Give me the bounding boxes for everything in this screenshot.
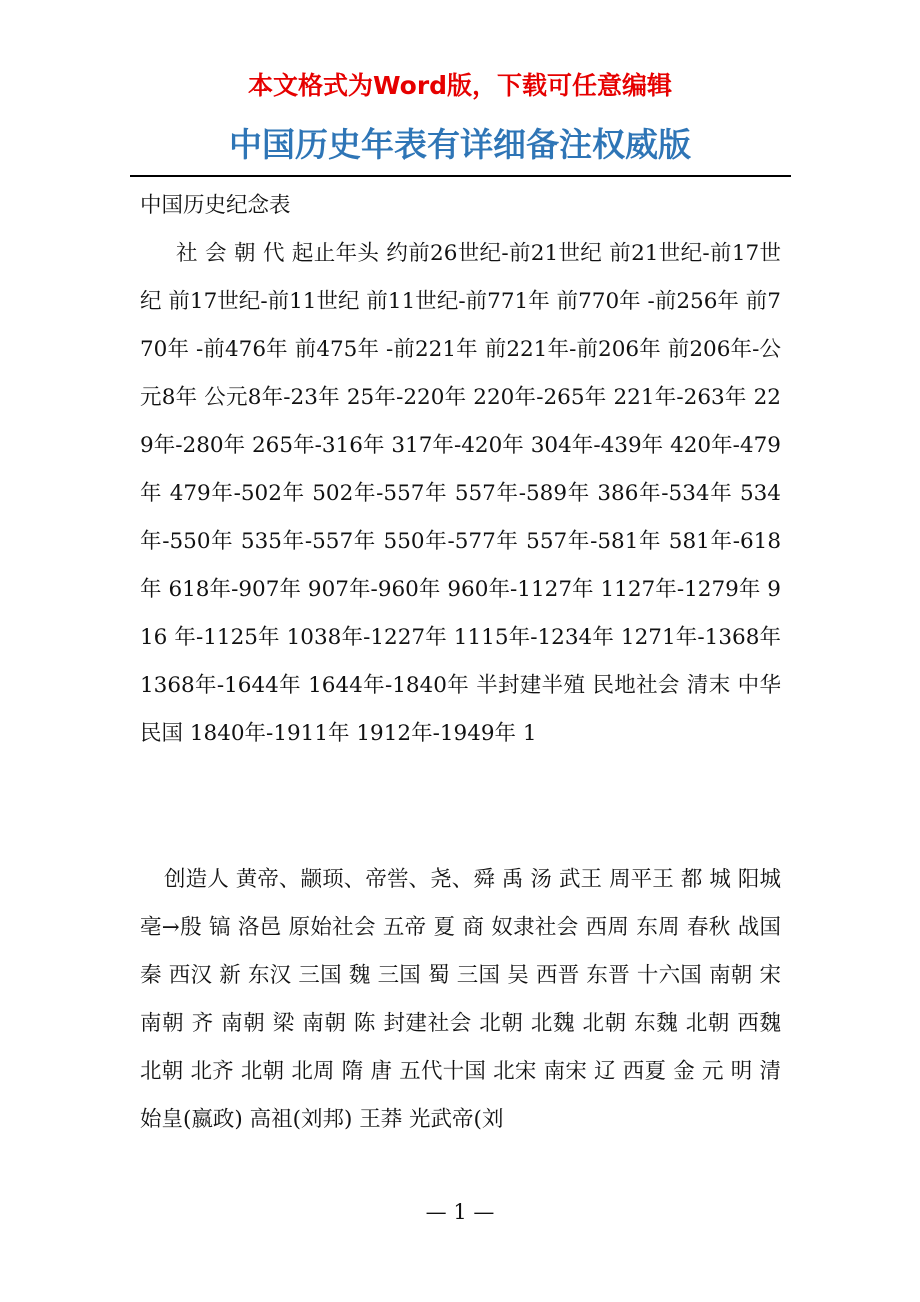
title-divider <box>130 175 791 177</box>
document-title: 中国历史年表有详细备注权威版 <box>229 125 691 164</box>
promo-banner: 本文格式为Word版，下载可任意编辑 <box>247 71 673 100</box>
body-paragraph-dates: 社 会 朝 代 起止年头 约前26世纪-前21世纪 前21世纪-前17世纪 前17世纪-前11世纪 前11世纪-前771年 前770年 -前256年 前770年 -前476年 前475年 -前221年 前221年-前206年 前206年-公元8年 公元8年-23年 25年-220年 220年-265年 221年-263年 229年-280年 265年-316年 317年-420年 304年-439年 420年-479年 479年-502年 502年-557年 557年-589年 386年-534年 534年-550年 535年-557年 550年-577年 557年-581年 581年-618年 618年-907年 907年-960年 960年-1127年 1127年-1279年 916 年-1125年 1038年-1227年 1115年-1234年 1271年-1368年 1368年-1644年 1644年-1840年 半封建半殖 民地社会 清末 中华民国 1840年-1911年 1912年-1949年 1 <box>140 241 781 746</box>
page-number: — 1 — <box>425 1200 495 1224</box>
body-paragraph-dynasties: 创造人 黄帝、颛顼、帝喾、尧、舜 禹 汤 武王 周平王 都 城 阳城 亳→殷 镐 洛邑 原始社会 五帝 夏 商 奴隶社会 西周 东周 春秋 战国 秦 西汉 新 东汉 三国 魏 三国 蜀 三国 吴 西晋 东晋 十六国 南朝 宋 南朝 齐 南朝 梁 南朝 陈 封建社会 北朝 北魏 北朝 东魏 北朝 西魏 北朝 北齐 北朝 北周 隋 唐 五代十国 北宋 南宋 辽 西夏 金 元 明 清 始皇(嬴政) 高祖(刘邦) 王莽 光武帝(刘 <box>140 867 781 1132</box>
section-heading: 中国历史纪念表 <box>140 193 291 218</box>
